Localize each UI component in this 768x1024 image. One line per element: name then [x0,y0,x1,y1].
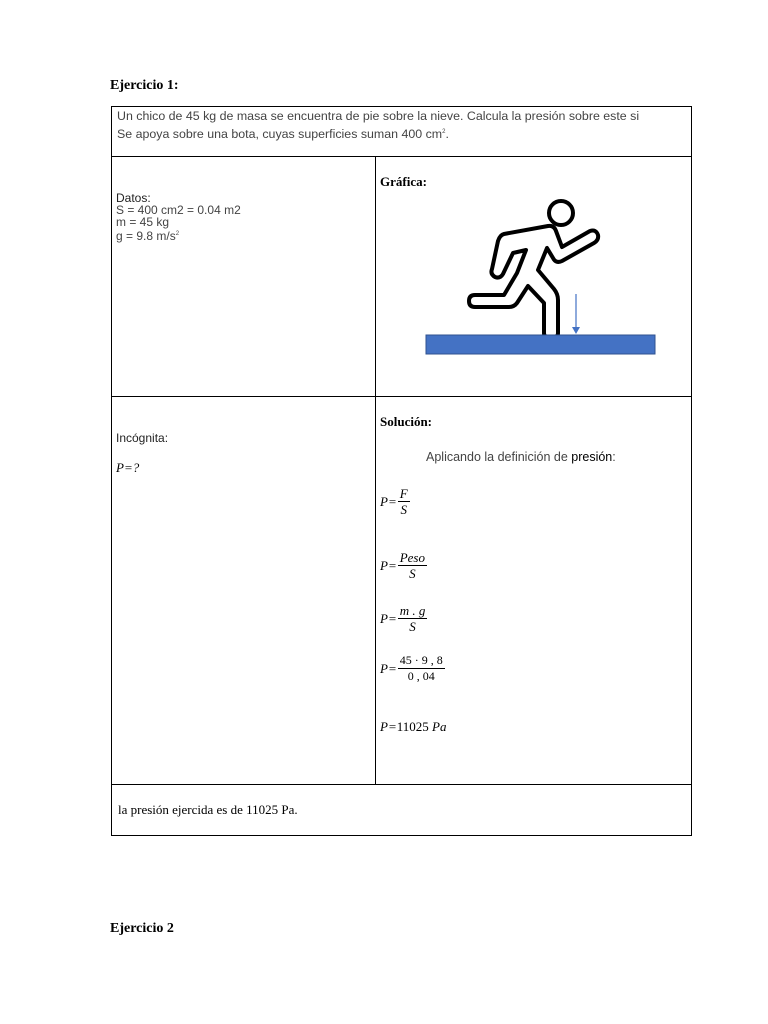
equation-step-3 [380,603,427,634]
solucion-intro-text: Aplicando la definición de [426,450,572,464]
equation-step-2 [380,550,427,581]
datos-label: Datos: [116,191,151,205]
ground-bar [426,335,655,354]
problem-superscript: 2 [442,128,446,135]
conclusion-text: la presión ejercida es de 11025 Pa. [118,802,298,817]
equation-step-4-numerator: 45 · 9 , 8 [399,653,443,667]
equation-step-2-numerator: Peso [399,550,425,565]
equation-result-value: 11025 [396,719,429,734]
problem-cell [112,107,692,157]
running-figure-illustration [376,157,692,396]
equation-result-lhs: P= [380,719,397,734]
force-arrow-head [572,327,580,334]
solucion-label: Solución: [380,414,433,429]
equation-step-1-denominator: S [400,502,407,517]
problem-statement [112,107,691,156]
exercise-1-table [111,106,692,836]
equation-result [380,719,446,735]
problem-line-2-text: Se apoya sobre una bota, cuyas superficies suman 400 cm [117,126,443,141]
equation-step-1-numerator: F [399,486,408,501]
equation-step-4-lhs: P= [380,660,397,676]
exercise-1-heading: Ejercicio 1: [110,78,179,93]
equation-step-3-lhs: P= [380,610,397,626]
datos-gravity-text: g = 9.8 m/s [116,229,176,243]
equation-step-4 [380,653,445,684]
solucion-intro-keyword: presión [571,450,613,464]
solucion-intro-end: : [612,450,616,464]
datos-block [116,192,241,242]
datos-gravity [116,228,241,242]
grafica-cell [376,157,692,397]
equation-step-2-denominator: S [409,566,416,581]
conclusion-cell [112,785,692,836]
datos-surface: S = 400 cm2 = 0.04 m2 [116,203,241,217]
equation-step-4-denominator: 0 , 04 [407,669,435,683]
equation-step-3-numerator: m . g [399,603,426,618]
incognita-cell [112,397,376,785]
datos-cell [112,157,376,397]
equation-step-1 [380,486,410,517]
equation-step-3-denominator: S [409,619,416,634]
solucion-cell [376,397,692,785]
solucion-intro [426,450,616,464]
equation-result-unit: Pa [432,719,447,734]
problem-line-2 [117,125,686,143]
equation-step-2-lhs: P= [380,557,397,573]
problem-line-1: Un chico de 45 kg de masa se encuentra de pie sobre la nieve. Calcula la presión sobre este si [117,109,640,123]
problem-line-2-end: . [445,126,449,141]
exercise-2-heading: Ejercicio 2 [110,921,174,936]
equation-step-1-lhs: P= [380,493,397,509]
grafica-label: Gráfica: [380,174,427,189]
running-person-icon [469,201,598,337]
datos-mass: m = 45 kg [116,215,170,229]
incognita-expression: P=? [116,460,140,475]
incognita-label: Incógnita: [116,431,169,445]
datos-gravity-superscript: 2 [175,231,180,237]
